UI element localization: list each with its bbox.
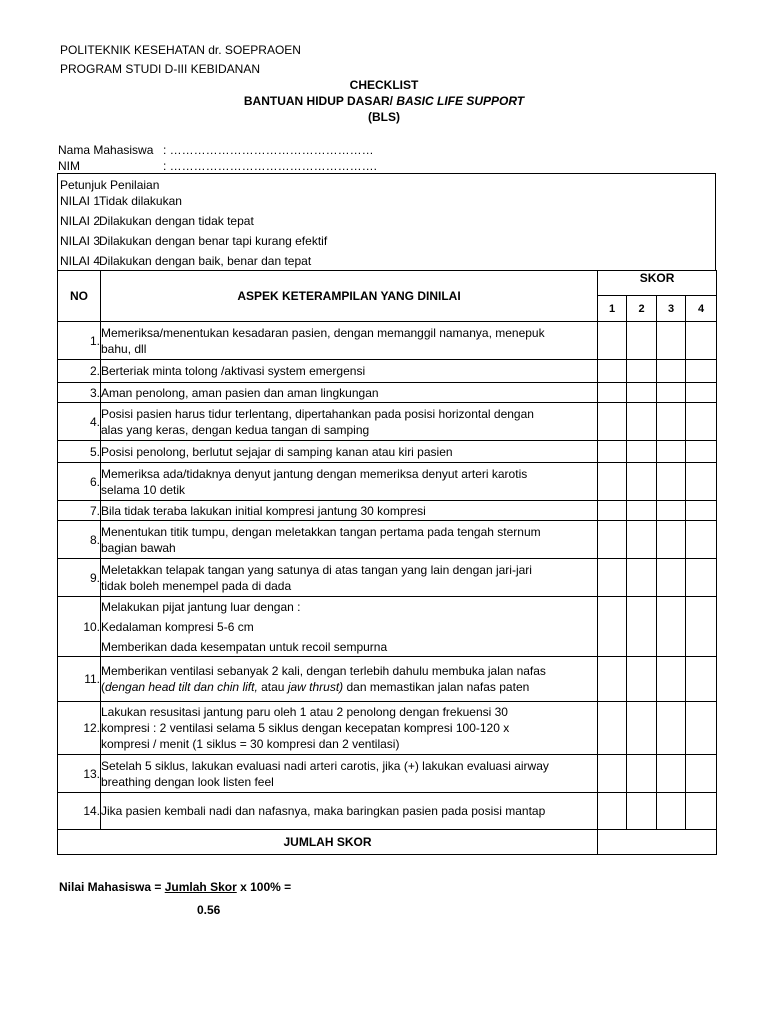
description-line: Aman penolong, aman pasien dan aman lingkungan [101, 385, 379, 400]
row-number: 6. [58, 463, 101, 501]
row-description [101, 559, 598, 597]
row-number: 10. [58, 597, 101, 657]
score-cell-4[interactable] [686, 441, 717, 463]
description-line: Menentukan titik tumpu, dengan meletakkan tangan pertama pada tengah sternum [101, 524, 541, 539]
document-title: CHECKLIST [349, 78, 419, 92]
description-line: kompresi / menit (1 siklus = 30 kompresi dan 2 ventilasi) [101, 737, 400, 751]
score-cell-3[interactable] [657, 597, 686, 657]
guide-item [60, 214, 254, 228]
score-cell-3[interactable] [657, 702, 686, 755]
score-cell-4[interactable] [686, 702, 717, 755]
skor-level-4: 4 [686, 296, 717, 322]
description-line: Setelah 5 siklus, lakukan evaluasi nadi arteri carotis, jika (+) lakukan evaluasi airway [101, 758, 549, 773]
nim-field[interactable]: : ……………………………………………. [163, 159, 378, 173]
table-row [58, 403, 717, 441]
table-row [58, 360, 717, 383]
checklist-rows [58, 322, 717, 830]
row-number: 12. [58, 702, 101, 755]
score-cell-3[interactable] [657, 360, 686, 383]
description-line: Kedalaman kompresi 5-6 cm [101, 619, 254, 634]
score-cell-2[interactable] [627, 501, 657, 521]
institution-name: POLITEKNIK KESEHATAN dr. SOEPRAOEN [60, 43, 301, 57]
guide-item-key: NILAI 2 [60, 214, 101, 228]
row-number: 1. [58, 322, 101, 360]
skor-level-2: 2 [627, 296, 657, 322]
description-text: atau [257, 680, 288, 694]
name-field[interactable]: : …………………………………………… [163, 143, 374, 157]
score-cell-4[interactable] [686, 403, 717, 441]
score-cell-4[interactable] [686, 521, 717, 559]
table-row [58, 322, 717, 360]
score-cell-1[interactable] [598, 501, 627, 521]
description-line: tidak boleh menempel pada di dada [101, 578, 292, 593]
description-line: alas yang keras, dengan kedua tangan di samping [101, 422, 370, 437]
row-description [101, 322, 598, 360]
row-description [101, 793, 598, 830]
guide-item-text: Tidak dilakukan [99, 194, 182, 208]
score-formula [59, 880, 291, 894]
description-line: Meletakkan telapak tangan yang satunya di atas tangan yang lain dengan jari-jari [101, 562, 532, 577]
score-cell-4[interactable] [686, 463, 717, 501]
description-line: Jika pasien kembali nadi dan nafasnya, maka baringkan pasien pada posisi mantap [101, 804, 546, 818]
score-cell-2[interactable] [627, 521, 657, 559]
score-cell-3[interactable] [657, 755, 686, 793]
guide-item-key: NILAI 1 [60, 194, 101, 208]
skor-level-1: 1 [598, 296, 627, 322]
score-cell-1[interactable] [598, 559, 627, 597]
score-cell-2[interactable] [627, 322, 657, 360]
row-description [101, 501, 598, 521]
row-number: 14. [58, 793, 101, 830]
description-line: breathing dengan look listen feel [101, 774, 274, 789]
score-cell-2[interactable] [627, 597, 657, 657]
score-cell-3[interactable] [657, 463, 686, 501]
row-description [101, 463, 598, 501]
guide-item-key: NILAI 3 [60, 234, 101, 248]
row-number: 4. [58, 403, 101, 441]
score-cell-4[interactable] [686, 657, 717, 702]
score-cell-2[interactable] [627, 559, 657, 597]
row-number: 11. [58, 657, 101, 702]
description-line: Lakukan resusitasi jantung paru oleh 1 atau 2 penolong dengan frekuensi 30 [101, 705, 508, 719]
table-row [58, 559, 717, 597]
guide-item [60, 194, 182, 208]
description-italic-text: jaw thrust) [287, 680, 344, 694]
score-cell-1[interactable] [598, 441, 627, 463]
score-cell-2[interactable] [627, 403, 657, 441]
score-cell-1[interactable] [598, 463, 627, 501]
subtitle-italic-text: BASIC LIFE SUPPORT [396, 94, 525, 108]
score-cell-4[interactable] [686, 559, 717, 597]
row-description [101, 360, 598, 383]
subtitle-text: BANTUAN HIDUP DASAR/ [243, 94, 397, 108]
guide-item-key: NILAI 4 [60, 254, 101, 268]
description-line: Melakukan pijat jantung luar dengan : [101, 599, 301, 614]
row-number: 7. [58, 501, 101, 521]
checklist-table [57, 270, 717, 855]
nim-label: NIM [58, 159, 80, 173]
guide-item-text: Dilakukan dengan benar tapi kurang efektif [99, 234, 328, 248]
score-cell-2[interactable] [627, 657, 657, 702]
column-header-no: NO [58, 271, 101, 322]
score-cell-3[interactable] [657, 403, 686, 441]
description-line: Memeriksa ada/tidaknya denyut jantung dengan memeriksa denyut arteri karotis [101, 466, 528, 481]
score-cell-2[interactable] [627, 441, 657, 463]
score-cell-4[interactable] [686, 793, 717, 830]
score-cell-2[interactable] [627, 360, 657, 383]
row-description [101, 521, 598, 559]
row-description [101, 441, 598, 463]
score-cell-3[interactable] [657, 559, 686, 597]
description-line: bahu, dll [101, 341, 147, 356]
formula-suffix: x 100% = [236, 880, 292, 894]
score-cell-4[interactable] [686, 597, 717, 657]
score-cell-2[interactable] [627, 755, 657, 793]
description-line: Berteriak minta tolong /aktivasi system emergensi [101, 364, 366, 378]
row-description [101, 702, 598, 755]
name-label: Nama Mahasiswa [58, 143, 154, 157]
row-description [101, 403, 598, 441]
table-row [58, 441, 717, 463]
table-row [58, 755, 717, 793]
score-cell-4[interactable] [686, 322, 717, 360]
description-line: bagian bawah [101, 540, 176, 555]
skor-level-3: 3 [657, 296, 686, 322]
score-cell-1[interactable] [598, 702, 627, 755]
description-line [101, 679, 597, 695]
table-row [58, 657, 717, 702]
row-description [101, 597, 598, 657]
score-cell-2[interactable] [627, 793, 657, 830]
row-description [101, 657, 598, 702]
score-cell-1[interactable] [598, 657, 627, 702]
score-cell-1[interactable] [598, 597, 627, 657]
score-cell-2[interactable] [627, 463, 657, 501]
row-number: 9. [58, 559, 101, 597]
total-score-label: JUMLAH SKOR [58, 830, 598, 855]
guide-item-text: Dilakukan dengan baik, benar dan tepat [99, 254, 312, 268]
score-cell-1[interactable] [598, 383, 627, 403]
formula-denominator: 0.56 [197, 903, 221, 917]
row-number: 13. [58, 755, 101, 793]
score-cell-4[interactable] [686, 360, 717, 383]
guide-item [60, 254, 311, 268]
assessment-guide-title: Petunjuk Penilaian [60, 178, 160, 192]
score-cell-1[interactable] [598, 403, 627, 441]
document-subtitle [0, 94, 768, 108]
description-line: Posisi penolong, berlutut sejajar di samping kanan atau kiri pasien [101, 444, 453, 459]
score-cell-3[interactable] [657, 793, 686, 830]
description-line: Memeriksa/menentukan kesadaran pasien, dengan memanggil namanya, menepuk [101, 325, 545, 340]
table-row [58, 501, 717, 521]
document-abbreviation: (BLS) [368, 110, 400, 124]
description-line: Memberikan ventilasi sebanyak 2 kali, dengan terlebih dahulu membuka jalan nafas [101, 664, 546, 678]
formula-prefix: Nilai Mahasiswa = [59, 880, 165, 894]
score-cell-4[interactable] [686, 755, 717, 793]
table-row [58, 793, 717, 830]
column-header-aspek: ASPEK KETERAMPILAN YANG DINILAI [101, 271, 598, 322]
table-row [58, 521, 717, 559]
formula-numerator: Jumlah Skor [164, 880, 237, 894]
score-cell-4[interactable] [686, 501, 717, 521]
score-cell-3[interactable] [657, 383, 686, 403]
row-description [101, 383, 598, 403]
row-number: 5. [58, 441, 101, 463]
total-score-cell[interactable] [598, 830, 717, 855]
row-number: 2. [58, 360, 101, 383]
guide-item [60, 234, 327, 248]
score-cell-3[interactable] [657, 521, 686, 559]
score-cell-4[interactable] [686, 383, 717, 403]
description-line: Bila tidak teraba lakukan initial kompresi jantung 30 kompresi [101, 503, 426, 518]
score-cell-1[interactable] [598, 322, 627, 360]
description-line: Memberikan dada kesempatan untuk recoil sempurna [101, 639, 388, 654]
score-cell-2[interactable] [627, 383, 657, 403]
score-cell-1[interactable] [598, 521, 627, 559]
table-row [58, 597, 717, 657]
table-row [58, 463, 717, 501]
study-program: PROGRAM STUDI D-III KEBIDANAN [60, 62, 261, 76]
description-line: selama 10 detik [101, 482, 186, 497]
score-cell-1[interactable] [598, 793, 627, 830]
score-cell-2[interactable] [627, 702, 657, 755]
description-text: dan memastikan jalan nafas paten [343, 680, 530, 694]
score-cell-3[interactable] [657, 501, 686, 521]
description-line: kompresi : 2 ventilasi selama 5 siklus dengan kecepatan kompresi 100-120 x [101, 721, 510, 735]
description-line: Posisi pasien harus tidur terlentang, dipertahankan pada posisi horizontal dengan [101, 406, 534, 421]
assessment-guide-box [57, 173, 716, 270]
guide-item-text: Dilakukan dengan tidak tepat [99, 214, 254, 228]
table-row [58, 702, 717, 755]
score-cell-3[interactable] [657, 441, 686, 463]
row-number: 3. [58, 383, 101, 403]
table-row [58, 383, 717, 403]
score-cell-1[interactable] [598, 360, 627, 383]
score-cell-1[interactable] [598, 755, 627, 793]
description-text: ( [101, 680, 105, 694]
row-description [101, 755, 598, 793]
description-italic-text: dengan head tilt dan chin lift, [105, 680, 258, 694]
column-header-skor: SKOR [598, 271, 717, 296]
score-cell-3[interactable] [657, 322, 686, 360]
score-cell-3[interactable] [657, 657, 686, 702]
row-number: 8. [58, 521, 101, 559]
